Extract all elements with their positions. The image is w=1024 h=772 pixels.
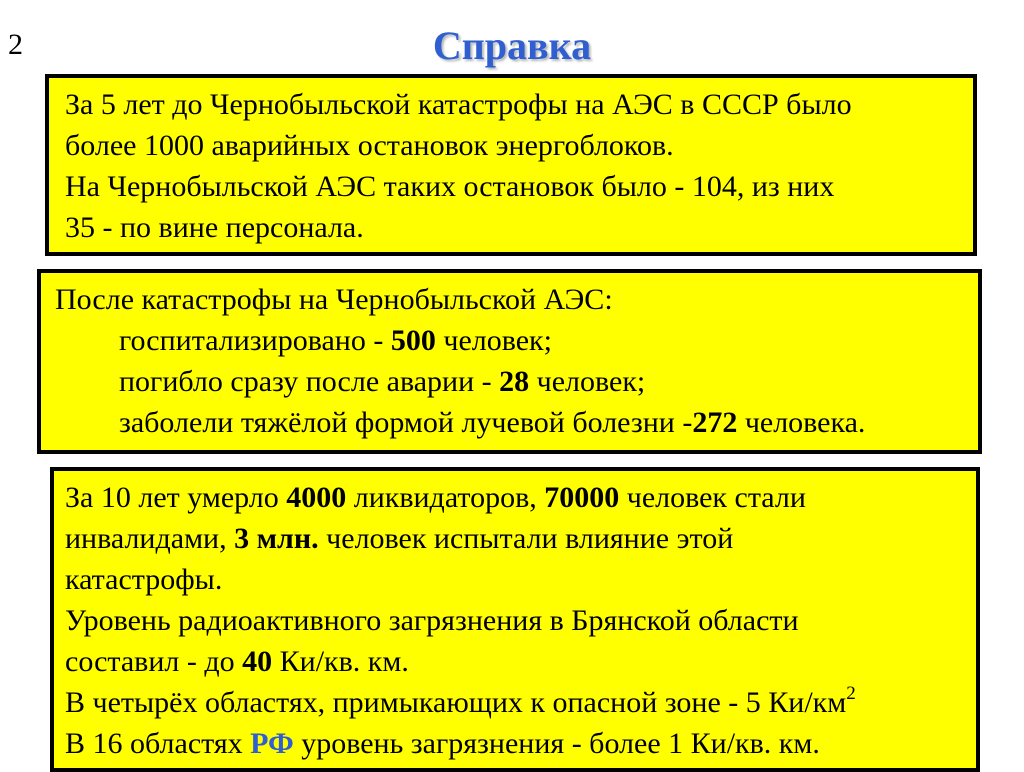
text-line	[65, 641, 976, 682]
stat-text: госпитализировано -	[119, 324, 391, 357]
stat-value: 3 млн.	[234, 522, 319, 555]
stat-died	[55, 361, 978, 402]
text-fragment: человек испытали влияние этой	[318, 522, 734, 555]
text-line	[65, 518, 976, 559]
text-fragment: В 16 областях	[65, 727, 251, 760]
stat-value: 40	[242, 645, 273, 678]
stat-text: человек;	[529, 365, 646, 398]
text-fragment: В четырёх областях, примыкающих к опасной зоне - 5 Ки/км	[65, 686, 847, 719]
text-fragment: инвалидами,	[65, 522, 235, 555]
stat-value: 4000	[286, 481, 347, 514]
info-box-after-accident	[37, 269, 982, 454]
text-fragment: составил - до	[65, 645, 243, 678]
text-fragment: человек стали	[619, 481, 806, 514]
slide-number: 2	[8, 28, 23, 61]
text-line: катастрофы.	[65, 563, 223, 596]
text-line: На Чернобыльской АЭС таких остановок было - 104, из них	[65, 170, 835, 203]
text-line: За 5 лет до Чернобыльской катастрофы на АЭС в СССР было	[65, 88, 852, 121]
text-line: Уровень радиоактивного загрязнения в Брянской области	[65, 604, 799, 637]
stat-sick	[55, 402, 978, 443]
text-fragment: уровень загрязнения - более 1 Ки/кв. км.	[293, 727, 820, 760]
stat-value: 272	[692, 406, 738, 439]
superscript: 2	[846, 683, 856, 704]
text-line	[65, 723, 976, 764]
stat-text: человек;	[435, 324, 552, 357]
slide-title: Справка	[432, 23, 592, 68]
stat-value: 500	[390, 324, 436, 357]
text-fragment: ликвидаторов,	[346, 481, 545, 514]
info-box-long-term	[50, 467, 980, 772]
stat-value: 70000	[544, 481, 620, 514]
stat-text: погибло сразу после аварии -	[119, 365, 500, 398]
text-fragment: За 10 лет умерло	[65, 481, 287, 514]
stat-text: заболели тяжёлой формой лучевой болезни -	[119, 406, 693, 439]
stat-text: человека.	[737, 406, 866, 439]
text-line	[65, 682, 976, 723]
text-line	[65, 477, 976, 518]
text-fragment: Ки/кв. км.	[272, 645, 409, 678]
text-line: 35 - по вине персонала.	[65, 211, 364, 244]
text-line: более 1000 аварийных остановок энергоблоков.	[65, 129, 674, 162]
stat-value: 28	[499, 365, 530, 398]
highlight-rf: РФ	[250, 727, 294, 760]
box-heading: После катастрофы на Чернобыльской АЭС:	[55, 283, 613, 316]
info-box-pre-accident	[45, 74, 977, 256]
stat-hospitalized	[55, 320, 978, 361]
